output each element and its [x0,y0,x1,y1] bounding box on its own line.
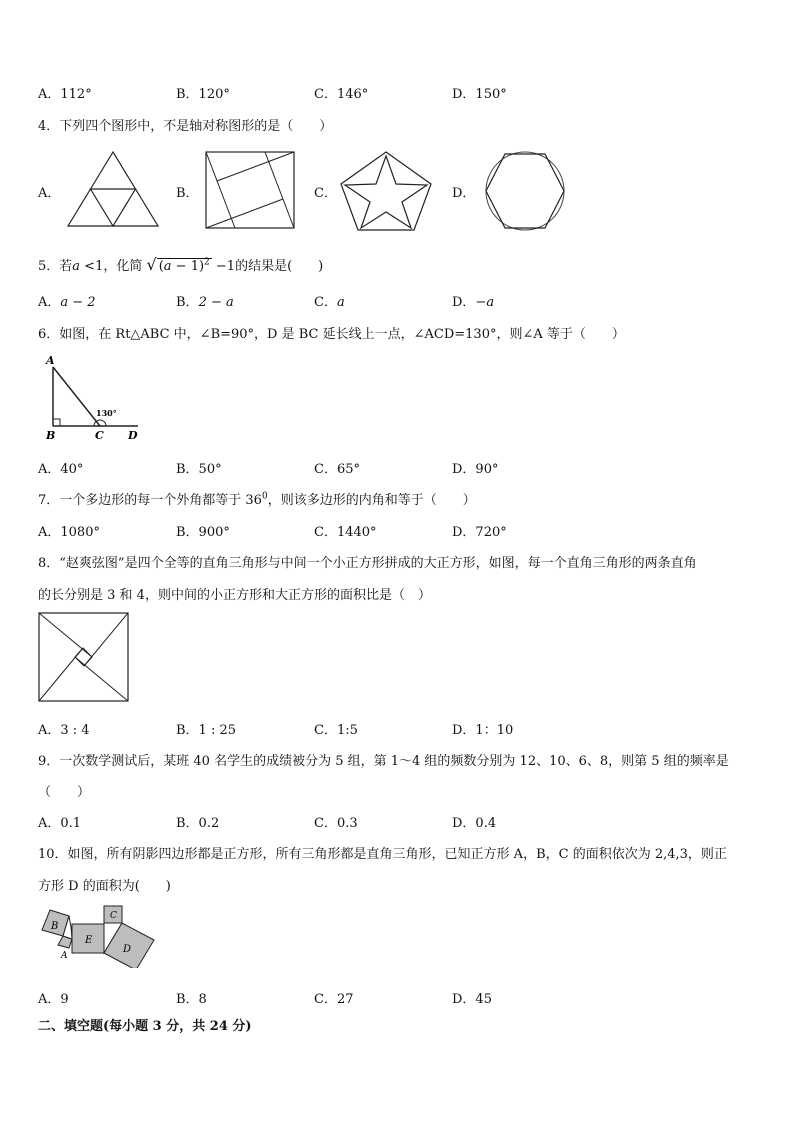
q10-option-a: A．9 [38,992,69,1007]
q6-label-d: D [128,429,138,442]
q7-stem-suffix: ，则该多边形的内角和等于（ ） [267,493,476,508]
q5-radicand-rest: − 1) [171,259,205,274]
q5-option-a-label: A． [38,295,61,310]
q9-stem-line1: 9．一次数学测试后，某班 40 名学生的成绩被分为 5 组，第 1～4 组的频数分别为 12、10、6、8，则第 5 组的频率是 [38,754,729,769]
q7-option-c: C．1440° [314,525,377,540]
q5-radicand-a: a [163,259,172,274]
q8-option-b: B．1 : 25 [176,723,237,738]
q3-option-a: A．112° [38,87,92,102]
q6-triangle-figure [38,352,148,442]
q6-option-d: D．90° [452,462,499,477]
q5-option-b-label: B． [176,295,199,310]
q8-option-a: A．3 : 4 [38,723,90,738]
q5-paren: ( [158,259,164,274]
q4-figure-d-hexagon-circle [480,150,570,232]
q7-degree-sup: 0 [261,491,268,502]
q5-radicand [157,258,212,274]
q7-option-a: A．1080° [38,525,100,540]
q9-option-b: B．0.2 [176,816,220,831]
q10-stem-line2: 方形 D 的面积为( ) [38,879,171,894]
q5-option-c [314,291,345,310]
q10-label-c: C [110,911,117,921]
q5-var-a: a [72,259,81,274]
q4-stem: 4．下列四个图形中，不是轴对称图形的是（ ） [38,119,333,134]
q5-minus-one: −1 [211,259,236,274]
q3-option-b: B．120° [176,87,230,102]
q10-squares-figure [36,902,158,968]
q5-exponent: 2 [204,257,210,268]
q6-option-b: B．50° [176,462,222,477]
q7-option-d: D．720° [452,525,507,540]
q5-option-c-label: C． [314,295,337,310]
q5-option-b-value: 2 − a [198,295,234,310]
q5-option-a [38,291,96,310]
q4-figure-c-star-pentagon [338,150,434,232]
q9-option-a: A．0.1 [38,816,82,831]
q8-option-d: D．1：10 [452,723,514,738]
q4-label-b: B． [176,186,199,201]
q9-stem-line2: （ ） [38,785,91,800]
q5-lt: <1，化简 [80,259,147,274]
q10-label-a: A [61,951,68,961]
q5-option-d [452,291,494,310]
q5-option-d-value: −a [475,295,495,310]
q4-label-d: D． [452,186,476,201]
q8-stem-line2: 的长分别是 3 和 4，则中间的小正方形和大正方形的面积比是（ ） [38,588,431,603]
q3-option-c: C．146° [314,87,369,102]
q5-stem [38,255,323,274]
q6-option-a: A．40° [38,462,84,477]
q8-stem-line1: 8．“赵爽弦图”是四个全等的直角三角形与中间一个小正方形拼成的大正方形，如图，每一个直角三角形的两条直角 [38,556,697,571]
q4-figure-b-square [204,150,296,230]
q6-option-c: C．65° [314,462,360,477]
q6-label-c: C [95,429,104,442]
q10-option-c: C．27 [314,992,354,1007]
q5-option-c-value: a [336,295,345,310]
q5-stem-prefix: 5．若 [38,259,73,274]
q6-label-b: B [46,429,56,442]
q9-option-d: D．0.4 [452,816,497,831]
q4-figure-a-triangle [66,150,160,228]
q5-stem-suffix: 的结果是( ) [235,259,324,274]
section-heading-fill-in: 二、填空题(每小题 3 分，共 24 分) [38,1019,252,1034]
q7-option-b: B．900° [176,525,230,540]
q5-option-d-label: D． [452,295,476,310]
q6-label-a: A [46,354,55,367]
q10-label-d: D [123,944,132,955]
q7-stem-prefix: 7．一个多边形的每一个外角都等于 36 [38,493,262,508]
q8-option-c: C．1:5 [314,723,358,738]
q3-option-d: D．150° [452,87,507,102]
q10-stem-line1: 10．如图，所有阴影四边形都是正方形，所有三角形都是直角三角形，已知正方形 A，B，C 的面积依次为 2,4,3，则正 [38,847,727,862]
q7-stem [38,489,476,508]
q10-option-d: D．45 [452,992,492,1007]
q10-label-b: B [51,921,59,932]
q6-angle-label: 130° [96,408,117,418]
q5-option-a-value: a − 2 [60,295,96,310]
q9-option-c: C．0.3 [314,816,358,831]
q8-zhaoshuang-figure [38,612,130,702]
q4-label-a: A． [38,186,61,201]
sqrt-icon: √ [146,255,157,274]
q5-option-b [176,291,234,310]
q10-option-b: B．8 [176,992,207,1007]
q4-label-c: C． [314,186,337,201]
q10-label-e: E [85,935,93,946]
q6-stem: 6．如图，在 Rt△ABC 中，∠B=90°，D 是 BC 延长线上一点，∠ACD=130°，则∠A 等于（ ） [38,327,625,342]
